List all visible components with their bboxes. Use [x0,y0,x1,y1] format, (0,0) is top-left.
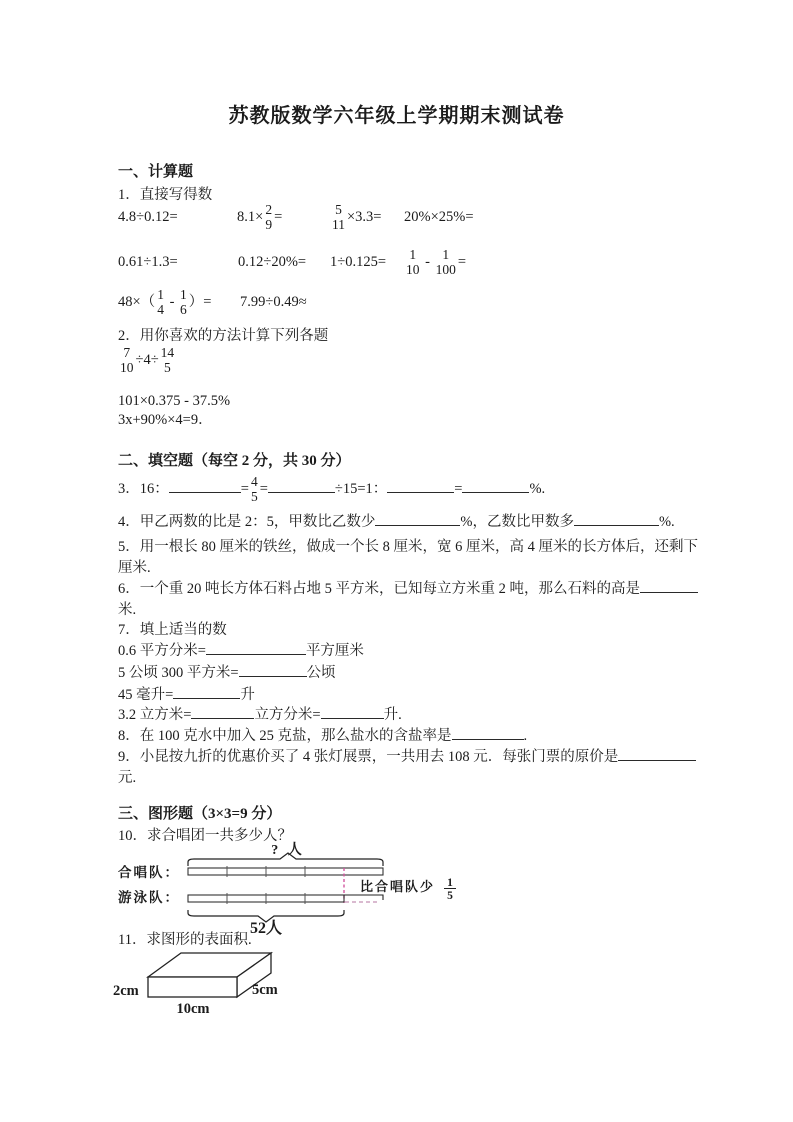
calc-item-10 [240,283,307,321]
question9-line1 [118,747,696,768]
calc-item-5 [118,243,178,281]
question1-label: 1．直接写得数 [118,187,213,203]
numerator: 5 [335,202,342,218]
blank-underline [640,579,698,593]
question-text: 公顷 [306,665,336,681]
question-text: 8．在 100 克水中加入 25 克盐，那么盐水的含盐率是 [118,728,452,744]
numerator: 14 [160,345,175,361]
expression: 20%×25%= [404,209,474,225]
question-text: ÷15=1： [334,481,388,497]
calc-item-8 [404,243,466,281]
expression: 7.99÷0.49≈ [240,294,307,310]
question-text: 升 [240,687,255,703]
question8 [118,726,527,747]
numerator: 1 [442,247,450,263]
note-fraction-numerator: 1 [447,877,453,889]
question-text: 6．一个重 20 吨长方体石料占地 5 平方米，已知每立方米重 2 吨，那么石料的高是 [118,581,640,597]
operator: ÷4÷ [135,352,159,368]
fraction [159,346,177,375]
question7-item-a [118,641,364,662]
question-text: %. [658,514,675,530]
fraction [118,346,136,375]
question-text: %，乙数比甲数多 [460,514,574,530]
choir-swim-bar-diagram [105,843,485,938]
operator: - [165,294,179,310]
unknown-total-label: ? 人 [271,843,305,858]
question9-line2: 元. [118,770,137,786]
expression: 1÷0.125= [330,254,387,270]
expression: 48×（ [118,294,156,310]
fraction [263,203,274,232]
question6-line2: 米. [118,602,137,618]
denominator: 5 [250,488,258,504]
question2-label: 2．用你喜欢的方法计算下列各题 [118,328,329,344]
numerator: 1 [180,287,187,303]
numerator: 7 [123,345,131,361]
calc-item-2 [237,198,282,236]
question-text: 0.6 平方分米= [118,643,206,659]
blank-underline [387,479,454,493]
question7-item-d [118,705,402,726]
question-text: 4．甲乙两数的比是 2：5，甲数比乙数少 [118,514,376,530]
section2-heading: 二、填空题（每空 2 分，共 30 分） [118,453,351,469]
blank-underline [321,705,384,719]
question-text: . [523,728,528,744]
question-text: 9．小昆按九折的优惠价买了 4 张灯展票，一共用去 108 元．每张门票的原价是 [118,749,619,765]
question-text: 平方厘米 [305,643,364,659]
cuboid-front-face [148,977,237,997]
expression: 4.8÷0.12= [118,209,178,225]
denominator: 4 [157,301,164,317]
question10-label: 10．求合唱团一共多少人？ [118,828,292,844]
choir-bar [188,868,383,875]
swim-row-label: 游泳队： [118,890,180,905]
missing-fifth-top-line [344,895,383,900]
denominator: 6 [180,301,187,317]
expression: = [457,254,467,270]
question6-line1 [118,579,698,600]
denominator: 9 [265,216,273,232]
blank-underline [375,512,460,526]
fraction [434,248,458,277]
choir-row-label: 合唱队： [118,865,180,880]
question-text: 3.2 立方米= [118,707,192,723]
section1-heading: 一、计算题 [118,164,194,180]
numerator: 4 [250,474,258,490]
blank-underline [452,726,524,740]
expression: = [274,209,283,225]
question3 [118,470,545,508]
expression: 0.12÷20%= [238,254,307,270]
depth-dimension-label: 5cm [252,982,278,998]
question7-label: 7．填上适当的数 [118,622,227,638]
note-fraction-denominator: 5 [447,890,453,902]
question5-line2: 厘米. [118,560,151,576]
cuboid-figure [100,940,315,1020]
question-text: 立方分米= [254,707,321,723]
denominator: 10 [406,261,420,277]
question-text: 升. [383,707,402,723]
length-dimension-label: 10cm [176,1001,210,1017]
question-text: 5 公顷 300 平方米= [118,665,239,681]
numerator: 1 [157,287,164,303]
question11-label: 11．求图形的表面积. [118,932,252,948]
blank-underline [574,512,659,526]
question-text: %. [529,481,546,497]
fraction [249,475,260,504]
blank-underline [239,663,307,677]
question2-expression-c: 3x+90%×4=9． [118,412,213,428]
calc-item-1 [118,198,178,236]
denominator: 5 [164,359,171,375]
page-title: 苏教版数学六年级上学期期末测试卷 [228,105,565,127]
expression: 0.61÷1.3= [118,254,178,270]
operator: = [240,481,249,497]
swim-count-label: 52人 [249,920,283,937]
denominator: 10 [120,359,134,375]
fraction [178,288,189,317]
question-text: 3．16： [118,481,169,497]
question5-line1: 5．用一根长 80 厘米的铁丝，做成一个长 8 厘米，宽 6 厘米，高 4 厘米的长方体后，还剩下 [118,539,698,555]
numerator: 1 [409,247,417,263]
calc-item-3 [330,198,381,236]
question7-item-c [118,685,255,706]
blank-underline [206,641,306,655]
height-dimension-label: 2cm [113,983,139,999]
fraction [155,288,166,317]
blank-underline [191,705,254,719]
question7-item-b [118,663,336,684]
blank-underline [169,479,241,493]
blank-underline [268,479,335,493]
question2-expression-b: 101×0.375 - 37.5% [118,393,231,409]
operator: - [421,254,434,270]
blank-underline [173,685,240,699]
denominator: 100 [435,261,456,277]
calc-item-7 [330,243,386,281]
expression: ×3.3= [347,209,382,225]
fraction [404,248,422,277]
difference-note-text: 比合唱队少 [360,879,436,894]
question2-expression-a [118,341,176,379]
top-brace [188,853,383,866]
question-text: 45 毫升= [118,687,174,703]
operator: = [454,481,463,497]
operator: = [259,481,268,497]
calc-item-6 [238,243,306,281]
section3-heading: 三、图形题（3×3=9 分） [118,806,282,822]
expression: ）= [188,294,212,310]
question4 [118,512,675,533]
blank-underline [618,747,696,761]
calc-item-4 [404,198,474,236]
fraction [330,203,347,232]
blank-underline [462,479,529,493]
expression: 8.1× [237,209,264,225]
denominator: 11 [332,216,345,232]
calc-item-9 [118,283,211,321]
numerator: 2 [265,202,273,218]
